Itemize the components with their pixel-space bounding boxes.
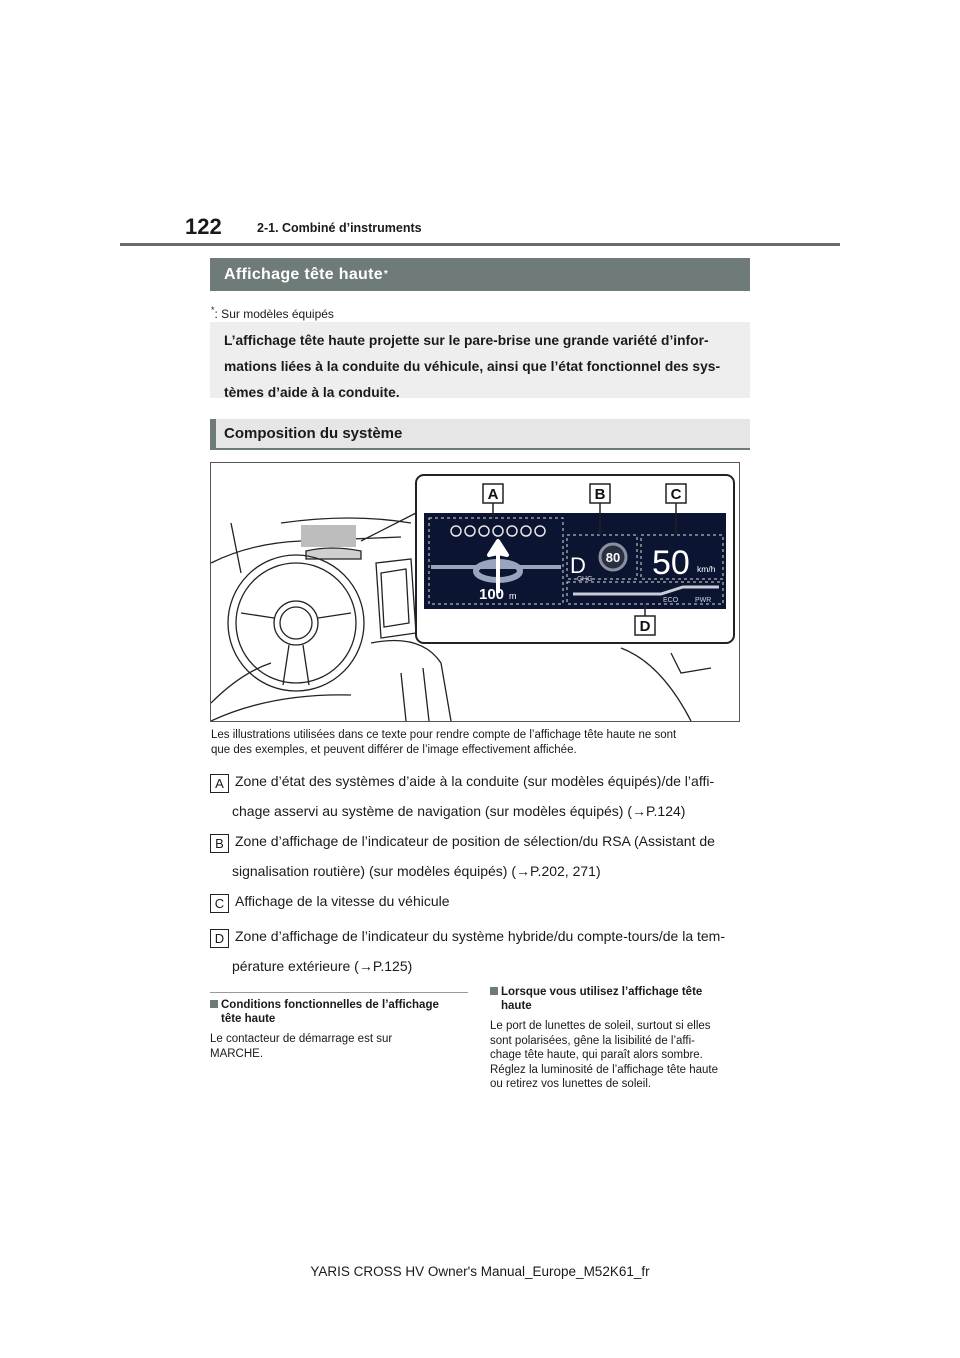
figure-caption: [211, 728, 741, 758]
caption-line: Les illustrations utilisées dans ce texte pour rendre compte de l’affichage tête haute ne sont: [211, 729, 677, 741]
legend-text-continued: chage asservi au système de navigation (sur modèles équipés) (→P.124): [232, 803, 686, 819]
intro-line: mations liées à la conduite du véhicule, ainsi que l’état fonctionnel des sys-: [224, 359, 721, 374]
legend-text: Zone d’état des systèmes d’aide à la conduite (sur modèles équipés)/de l’affi-: [235, 773, 715, 789]
legend-badge: A: [210, 774, 229, 793]
note-heading-line: Conditions fonctionnelles de l’affichage: [221, 999, 439, 1011]
hud-pwr-label: PWR: [695, 597, 712, 604]
hud-eco-label: ECO: [663, 597, 679, 604]
hud-distance-unit: m: [509, 591, 517, 601]
note-sunglasses: [490, 985, 755, 1092]
legend-badge: D: [210, 929, 229, 948]
section-header: 2-1. Combiné d’instruments: [257, 221, 422, 235]
legend-entry-a: [210, 766, 760, 826]
footnote-marker: *: [211, 305, 215, 315]
bullet-square-icon: [490, 987, 498, 995]
note-heading-line: tête haute: [221, 1013, 276, 1025]
note-body-line: chage tête haute, qui paraît alors sombre.: [490, 1049, 703, 1061]
hud-gear: D: [570, 553, 586, 578]
legend-badge: C: [210, 894, 229, 913]
legend-text-continued: pérature extérieure (→P.125): [232, 958, 413, 974]
header-rule: [120, 243, 840, 246]
hud-speed: 50: [652, 544, 690, 582]
footnote: [211, 305, 334, 321]
note-heading: [210, 998, 472, 1012]
callout-c: C: [670, 486, 682, 503]
bullet-square-icon: [210, 1000, 218, 1008]
intro-line: tèmes d’aide à la conduite.: [224, 385, 400, 400]
section-title-bar: [210, 258, 750, 291]
callout-a: A: [487, 486, 499, 503]
note-body-line: Le port de lunettes de soleil, surtout si elles: [490, 1020, 711, 1032]
subsection-title: Composition du système: [224, 425, 403, 442]
right-note-rule: [490, 983, 748, 984]
note-body-line: MARCHE.: [210, 1047, 264, 1060]
legend-badge: B: [210, 834, 229, 853]
hud-illustration: [210, 462, 740, 722]
hud-chg-label: CHG: [577, 576, 593, 583]
callout-d: D: [639, 618, 651, 635]
hud-speed-limit: 80: [605, 550, 621, 565]
title-footnote-marker: *: [383, 269, 389, 280]
subsection-title-bar: [210, 419, 750, 448]
caption-line: que des exemples, et peuvent différer de l’image effectivement affichée.: [211, 744, 577, 756]
legend-text: Zone d’affichage de l’indicateur du système hybride/du compte-tours/de la tem-: [235, 928, 726, 944]
note-heading-line: haute: [501, 1000, 532, 1012]
legend-text: Affichage de la vitesse du véhicule: [235, 893, 450, 909]
intro-line: L’affichage tête haute projette sur le pare-brise une grande variété d’infor-: [224, 333, 709, 348]
note-body-line: Réglez la luminosité de l’affichage tête haute: [490, 1063, 719, 1076]
legend-entry-d: [210, 921, 760, 981]
section-title: Affichage tête haute: [224, 265, 383, 283]
legend-entry-c: [210, 886, 760, 916]
note-body-line: ou retirez vos lunettes de soleil.: [490, 1078, 652, 1090]
note-heading-line: Lorsque vous utilisez l’affichage tête: [501, 986, 703, 998]
note-conditions: [210, 998, 472, 1061]
hud-speed-unit: km/h: [697, 564, 716, 574]
intro-box: [210, 322, 750, 398]
page-footer: YARIS CROSS HV Owner's Manual_Europe_M52K61_fr: [310, 1264, 650, 1279]
footnote-text: : Sur modèles équipés: [214, 307, 334, 321]
legend-text-continued: signalisation routière) (sur modèles équipés) (→P.202, 271): [232, 863, 601, 879]
legend-entry-b: [210, 826, 760, 886]
callout-b: B: [594, 486, 606, 503]
note-heading: [490, 985, 755, 999]
subsection-rule: [210, 448, 750, 450]
hud-illustration-svg: [211, 463, 739, 721]
left-note-rule: [210, 992, 468, 993]
note-body-line: sont polarisées, gêne la lisibilité de l’affi-: [490, 1034, 695, 1047]
hud-distance: 100: [479, 586, 505, 603]
page-number: 122: [185, 214, 222, 239]
note-body-line: Le contacteur de démarrage est sur: [210, 1033, 393, 1045]
legend-text: Zone d’affichage de l’indicateur de position de sélection/du RSA (Assistant de: [235, 833, 715, 849]
